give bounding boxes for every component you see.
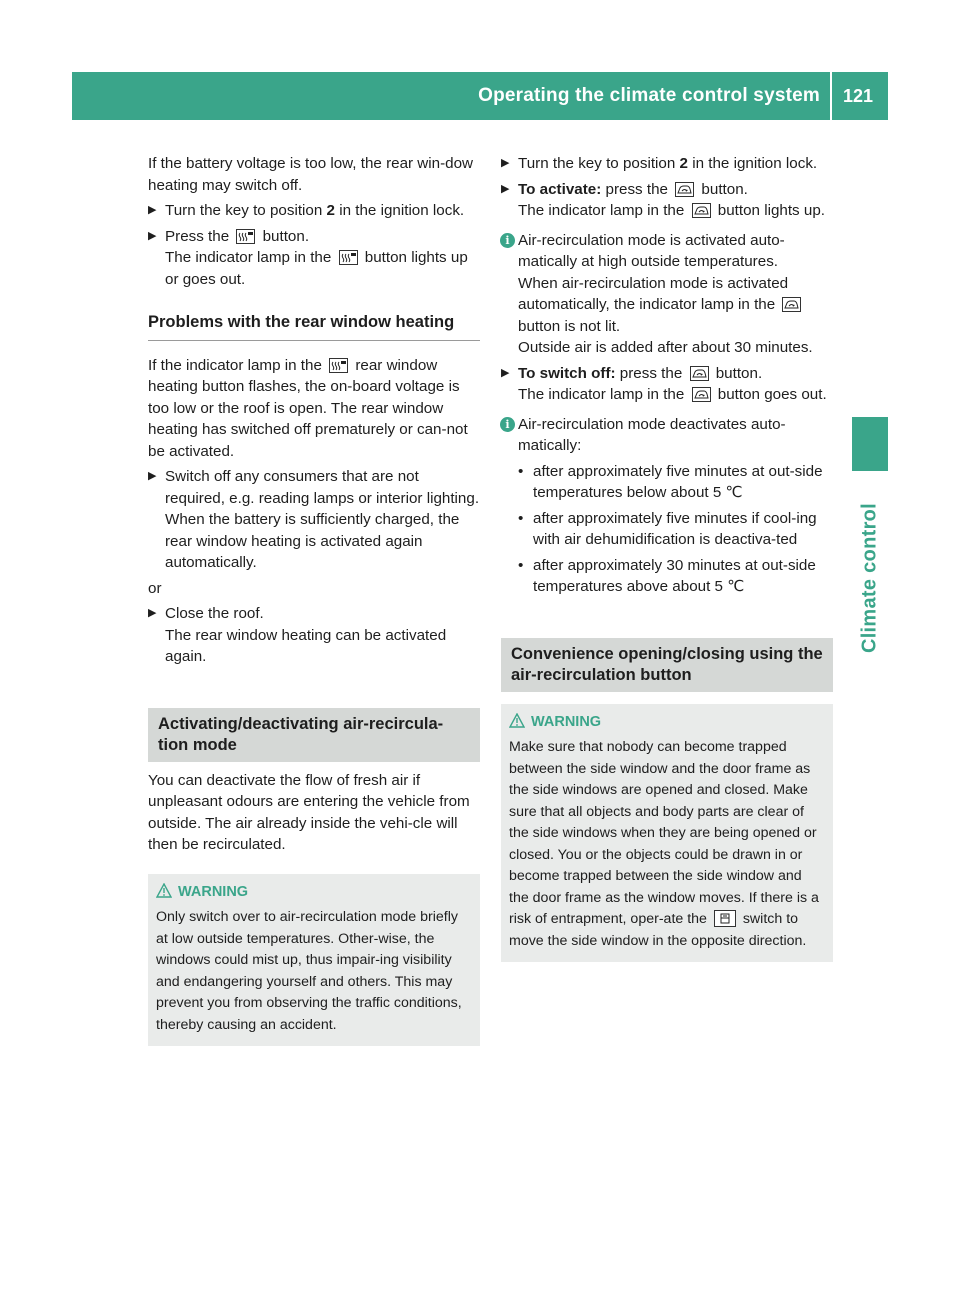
step-switch-off-recirculation: ▶ To switch off: press the button. The indicator lamp in the button goes out. [501, 364, 827, 403]
step-press-rear-defrost: ▶ Press the button. The indicator lamp in the button lights up or goes out. [148, 227, 468, 288]
warning-box-convenience [501, 704, 833, 963]
battery-intro: If the battery voltage is too low, the rear win-dow heating may switch off. [148, 155, 474, 194]
air-recirculation-icon [692, 387, 711, 402]
chapter-label: Climate control [858, 502, 881, 654]
list-item: • after approximately five minutes at out-side temperatures below about 5 ℃ [518, 462, 823, 501]
or-text: or [148, 579, 162, 597]
warning-text: Make sure that nobody can become trapped between the side window and the door frame as the side windows are opened and closed. Make sure that all objects and body parts are clear of the side windows when they are being opened or closed. You or the objects could be drawn in or become trapped between the side window and the door frame as the window moves. If there is a risk of entrapment, oper-ate the switch to move the side window in the opposite direction. [509, 739, 819, 949]
recirculation-intro: You can deactivate the flow of fresh air if unpleasant odours are entering the vehicle from outside. The air already inside the vehi-cle will then be recirculated. [148, 771, 470, 853]
air-recirculation-icon [692, 203, 711, 218]
chapter-tab-marker [852, 417, 888, 471]
warning-title: WARNING [156, 882, 472, 904]
warning-box-recirculation [148, 874, 480, 1047]
step-arrow-icon: ▶ [148, 204, 157, 216]
rear-window-defrost-icon [236, 229, 255, 244]
info-auto-activation: i Air-recirculation mode is activated auto-matically at high outside temperatures. When air-recirculation mode is activated automatically, the indicator lamp in the button is not lit. Outside air is added after about 30 minutes. [501, 230, 833, 359]
step-arrow-icon: ▶ [148, 470, 157, 482]
warning-triangle-icon [509, 713, 525, 728]
list-item: • after approximately 30 minutes at out-side temperatures above about 5 ℃ [518, 556, 816, 595]
step-arrow-icon: ▶ [501, 366, 510, 379]
right-column [501, 153, 833, 962]
convenience-section-heading: Convenience opening/closing using the air-recirculation button [501, 638, 833, 692]
air-recirculation-icon [690, 366, 709, 381]
air-recirculation-icon [782, 297, 801, 312]
step-switch-off-consumers: ▶ Switch off any consumers that are not required, e.g. reading lamps or interior lighting. When the battery is sufficiently charged, the rear window heating is activated again automatically. [148, 468, 480, 571]
list-item: • after approximately five minutes if cool-ing with air dehumidification is deactiva-ted [518, 509, 817, 548]
step-arrow-icon: ▶ [148, 607, 157, 619]
page-header [72, 72, 888, 120]
rear-window-defrost-icon [329, 358, 348, 373]
warning-triangle-icon [156, 883, 172, 898]
page-number: 121 [842, 86, 874, 106]
header-divider [830, 72, 832, 120]
step-arrow-icon: ▶ [501, 157, 510, 169]
step-arrow-icon: ▶ [148, 229, 157, 242]
problems-text: If the indicator lamp in the rear window heating button flashes, the on-board voltage is too low or the roof is open. The rear window heating has switched off prematurely or can-not be activated. [148, 356, 468, 460]
page-title: Operating the climate control system [478, 85, 820, 106]
step-arrow-icon: ▶ [501, 182, 510, 195]
step-activate-recirculation: ▶ To activate: press the button. The indicator lamp in the button lights up. [501, 180, 825, 219]
rear-window-defrost-icon [339, 250, 358, 265]
step-turn-key-right: ▶ Turn the key to position 2 in the ignition lock. [501, 153, 833, 175]
problems-heading: Problems with the rear window heating [148, 312, 480, 341]
recirculation-section-heading: Activating/deactivating air-recircula-tion mode [148, 708, 480, 762]
info-auto-deactivation: i Air-recirculation mode deactivates auto-matically: [501, 414, 833, 457]
window-switch-icon [714, 910, 736, 927]
step-close-roof: ▶ Close the roof. The rear window heating can be activated again. [148, 605, 447, 665]
info-icon: i [500, 417, 515, 432]
step-turn-key: ▶ Turn the key to position 2 in the ignition lock. [148, 200, 480, 222]
left-column [148, 153, 480, 1046]
info-icon: i [500, 233, 515, 248]
warning-title: WARNING [509, 712, 825, 734]
air-recirculation-icon [675, 182, 694, 197]
warning-text: Only switch over to air-recirculation mode briefly at low outside temperatures. Other-wise, the windows could mist up, thus impair-ing visibility and endangering yourself and others. This may prevent you from observing the traffic conditions, thereby causing an accident. [156, 909, 462, 1033]
